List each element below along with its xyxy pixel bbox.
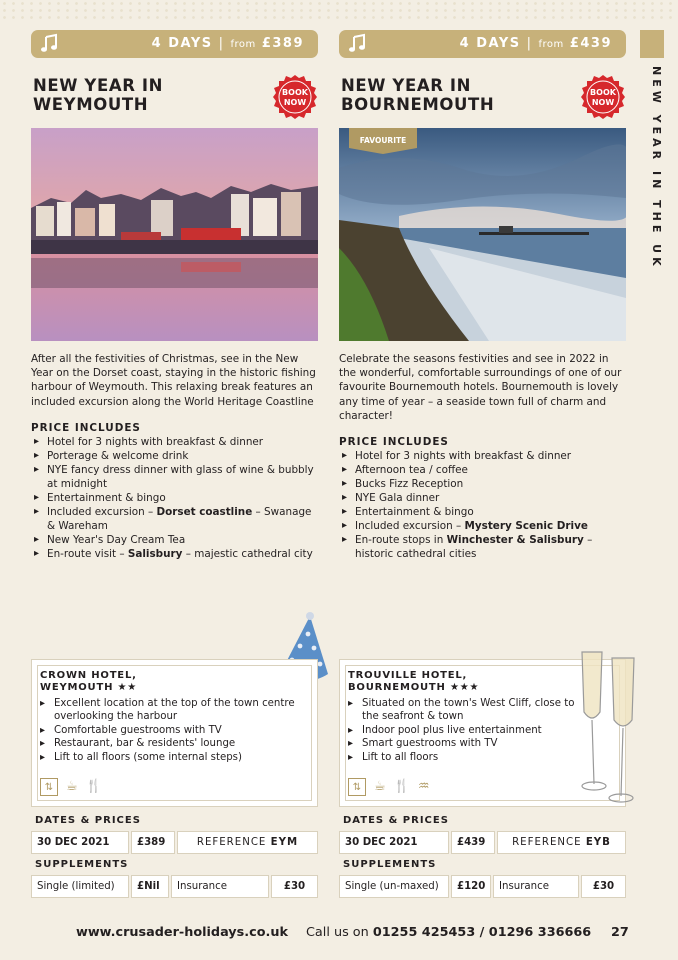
list-item: ▸ Lift to all floors (some internal steps) [40, 751, 308, 764]
tour-title [33, 76, 233, 114]
tea-cup-icon: ☕ [66, 779, 78, 794]
weymouth-harbour-photo [31, 128, 318, 341]
list-item: ▸ Situated on the town's West Cliff, close to the seafront & town [348, 697, 578, 724]
supp-single-label: Single (limited) [31, 875, 129, 898]
tour-description: After all the festivities of Christmas, see in the New Year on the Dorset coast, staying in the historic fishing harbour of Weymouth. This relaxing break features an included excursion along the World Heritage Coastline [31, 353, 316, 408]
hotel-name: CROWN HOTEL, WEYMOUTH ★★ [40, 670, 138, 693]
book-now-badge[interactable] [272, 74, 318, 120]
hotel-name: TROUVILLE HOTEL, BOURNEMOUTH ★★★ [348, 670, 480, 693]
decorative-dots [0, 0, 678, 22]
from-label: from [538, 39, 564, 50]
music-note-icon [347, 33, 369, 55]
hotel-features-list [348, 697, 578, 764]
date-cell: 30 DEC 2021 [31, 831, 129, 854]
side-tab [640, 30, 664, 58]
days-label: 4 DAYS [459, 36, 521, 51]
duration-price-banner: 4 DAYS | from £439 [339, 30, 626, 58]
supp-insurance-value: £30 [581, 875, 626, 898]
price-includes-list [31, 435, 318, 561]
book-now-badge[interactable] [580, 74, 626, 120]
reference-cell: REFERENCE EYM [177, 831, 318, 854]
price-includes-heading: PRICE INCLUDES [339, 436, 449, 449]
from-price: £439 [569, 36, 612, 51]
title-line-2: BOURNEMOUTH [341, 95, 495, 114]
dates-prices-heading: DATES & PRICES [343, 815, 449, 826]
supp-insurance-label: Insurance [171, 875, 269, 898]
list-item: ▸ En-route stops in Winchester & Salisbury – historic cathedral cities [339, 533, 626, 561]
page-number: 27 [611, 925, 629, 940]
supp-insurance-label: Insurance [493, 875, 579, 898]
list-item: ▸ NYE fancy dress dinner with glass of wine & bubbly at midnight [31, 463, 318, 491]
list-item: ▸ Smart guestrooms with TV [348, 737, 578, 750]
lift-icon: ⇅ [40, 778, 58, 796]
list-item: ▸ Included excursion – Mystery Scenic Drive [339, 519, 626, 533]
supplements-heading: SUPPLEMENTS [343, 859, 437, 870]
list-item: ▸ Bucks Fizz Reception [339, 477, 626, 491]
hotel-info-box [31, 659, 318, 807]
supp-single-label: Single (un-maxed) [339, 875, 449, 898]
svg-text:NOW: NOW [591, 98, 615, 107]
table-row [31, 875, 318, 898]
date-cell: 30 DEC 2021 [339, 831, 449, 854]
phone-contact: Call us on 01255 425453 / 01296 336666 [306, 925, 592, 940]
days-label: 4 DAYS [151, 36, 213, 51]
price-cell: £389 [131, 831, 175, 854]
price-includes-heading: PRICE INCLUDES [31, 421, 141, 434]
supp-single-value: £Nil [131, 875, 169, 898]
title-line-2: WEYMOUTH [33, 95, 149, 114]
list-item: ▸ Lift to all floors [348, 751, 578, 764]
dates-prices-table [339, 812, 626, 898]
bournemouth-column [339, 30, 626, 561]
list-item: ▸ Afternoon tea / coffee [339, 463, 626, 477]
duration-price-banner: 4 DAYS | from £389 [31, 30, 318, 58]
restaurant-icon: 🍴 [393, 779, 410, 794]
supp-insurance-value: £30 [271, 875, 318, 898]
list-item: ▸ Hotel for 3 nights with breakfast & dinner [31, 435, 318, 449]
lift-icon: ⇅ [348, 778, 366, 796]
list-item: ▸ New Year's Day Cream Tea [31, 533, 318, 547]
champagne-glasses-icon [576, 648, 642, 804]
favourite-label: FAVOURITE [359, 136, 407, 145]
swimming-pool-icon: ♒ [417, 779, 430, 794]
list-item: ▸ NYE Gala dinner [339, 491, 626, 505]
from-label: from [230, 39, 256, 50]
price-cell: £439 [451, 831, 495, 854]
list-item: ▸ Porterage & welcome drink [31, 449, 318, 463]
list-item: ▸ Restaurant, bar & residents' lounge [40, 737, 308, 750]
list-item: ▸ Comfortable guestrooms with TV [40, 724, 308, 737]
list-item: ▸ Included excursion – Dorset coastline – Swanage & Wareham [31, 505, 318, 533]
list-item: ▸ Indoor pool plus live entertainment [348, 724, 578, 737]
title-line-1: NEW YEAR IN [33, 76, 164, 95]
svg-text:NOW: NOW [283, 98, 307, 107]
music-note-icon [39, 33, 61, 55]
tea-cup-icon: ☕ [374, 779, 386, 794]
table-row [339, 831, 626, 854]
svg-text:BOOK: BOOK [282, 88, 308, 97]
reference-cell: REFERENCE EYB [497, 831, 626, 854]
dates-prices-table [31, 812, 318, 898]
list-item: ▸ Hotel for 3 nights with breakfast & dinner [339, 449, 626, 463]
supp-single-value: £120 [451, 875, 491, 898]
side-title: NEW YEAR IN THE UK [650, 66, 663, 270]
hotel-features-list [40, 697, 308, 764]
table-row [339, 875, 626, 898]
supplements-heading: SUPPLEMENTS [35, 859, 129, 870]
list-item: ▸ En-route visit – Salisbury – majestic cathedral city [31, 547, 318, 561]
restaurant-icon: 🍴 [85, 779, 102, 794]
table-row [31, 831, 318, 854]
title-line-1: NEW YEAR IN [341, 76, 472, 95]
from-price: £389 [261, 36, 304, 51]
facility-icons [348, 778, 430, 796]
facility-icons [40, 778, 102, 796]
weymouth-column [31, 30, 318, 561]
dates-prices-heading: DATES & PRICES [35, 815, 141, 826]
svg-text:BOOK: BOOK [590, 88, 616, 97]
website-link[interactable]: www.crusader-holidays.co.uk [76, 925, 288, 940]
list-item: ▸ Excellent location at the top of the town centre overlooking the harbour [40, 697, 308, 724]
tour-title [341, 76, 541, 114]
tour-description: Celebrate the seasons festivities and see in 2022 in the wonderful, comfortable surroundings of one of our favourite Bournemouth hotels. Bournemouth is lovely any time of year – a seaside town full of charm and character! [339, 353, 622, 422]
list-item: ▸ Entertainment & bingo [31, 491, 318, 505]
price-includes-list [339, 449, 626, 561]
bournemouth-beach-photo [339, 128, 626, 341]
list-item: ▸ Entertainment & bingo [339, 505, 626, 519]
